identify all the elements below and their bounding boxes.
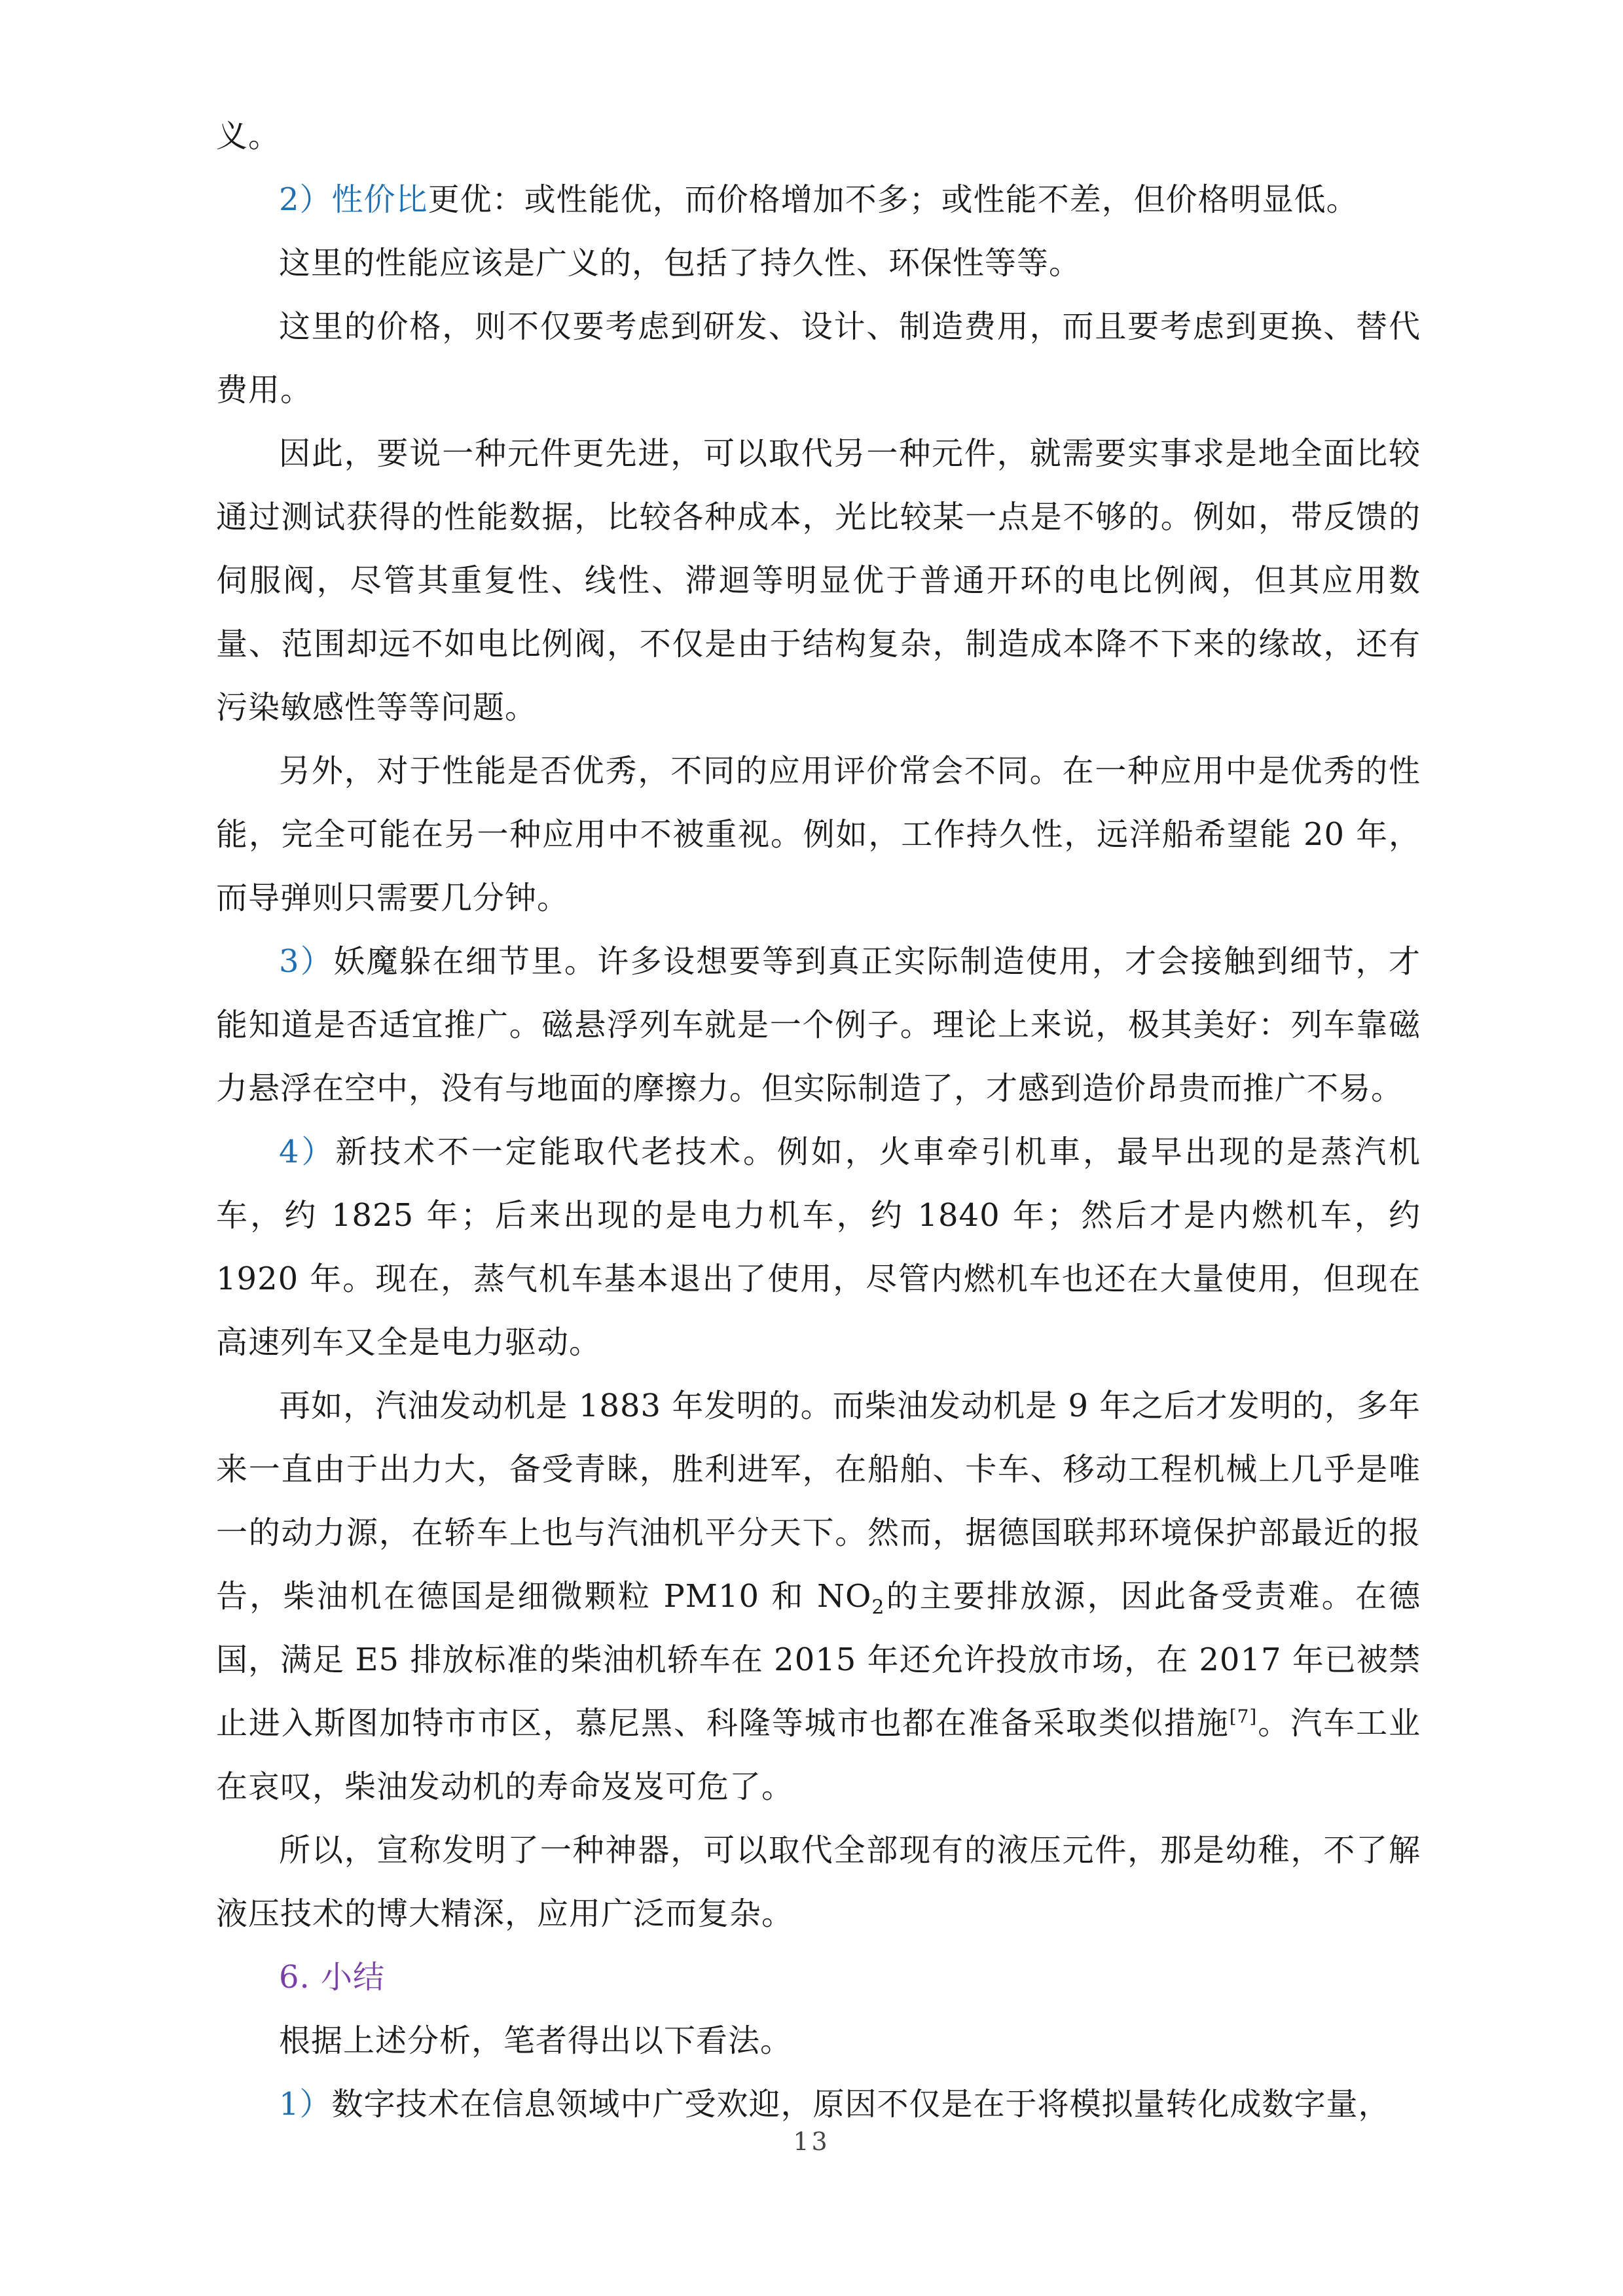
paragraph-continuation: 义。: [216, 118, 281, 154]
paragraph-therefore: 因此，要说一种元件更先进，可以取代另一种元件，就需要实事求是地全面比较通过测试获得的性能数据，比较各种成本，光比较某一点是不够的。例如，带反馈的伺服阀，尽管其重复性、线性、滞迴等明显优于普通开环的电比例阀，但其应用数量、范围却远不如电比例阀，不仅是由于结构复杂，制造成本降不下来的缘故，还有污染敏感性等等问题。: [216, 435, 1421, 726]
paragraph-point-3: [216, 930, 1421, 1121]
paragraph-point-2: [216, 168, 1421, 232]
paragraph-text: 妖魔躲在细节里。许多设想要等到真正实际制造使用，才会接触到细节，才能知道是否适宜推广。磁悬浮列车就是一个例子。理论上来说，极其美好：列车靠磁力悬浮在空中，没有与地面的摩擦力。但实际制造了，才感到造价昂贵而推广不易。: [216, 943, 1421, 1107]
list-number: 3）: [279, 943, 334, 980]
list-number: 2）: [279, 181, 332, 218]
paragraph-engines: 再如，汽油发动机是 1883 年发明的。而柴油发动机是 9 年之后才发明的，多年来一直由于出力大，备受青睐，胜利进军，在船舶、卡车、移动工程机械上几乎是唯一的动力源，在轿车上也与汽油机平分天下。然而，据德国联邦环境保护部最近的报告，柴油机在德国是细微颗粒 PM10 和 $NO_2$的主要排放源，因此备受责难。在德国，满足 E5 排放标准的柴油机轿车在 2015 年还允许投放市场，在 2017 年已被禁止进入斯图加特市市区，慕尼黑、科隆等城市也都在准备采取类似措施[7]。汽车工业在哀叹，柴油发动机的寿命岌岌可危了。: [216, 1388, 1421, 1805]
list-number: 1）: [279, 2086, 332, 2123]
subscript: 2: [871, 1596, 885, 1619]
paragraph-moreover: 另外，对于性能是否优秀，不同的应用评价常会不同。在一种应用中是优秀的性能，完全可能在另一种应用中不被重视。例如，工作持久性，远洋船希望能 20 年，而导弹则只需要几分钟。: [216, 753, 1421, 916]
paragraph-text: 数字技术在信息领域中广受欢迎，原因不仅是在于将模拟量转化成数字量，: [331, 2086, 1391, 2123]
paragraph-price: 这里的价格，则不仅要考虑到研发、设计、制造费用，而且要考虑到更换、替代费用。: [216, 308, 1421, 408]
citation-reference[interactable]: [7]: [1229, 1706, 1258, 1727]
paragraph-point-4: [216, 1121, 1421, 1374]
paragraph-performance: 这里的性能应该是广义的，包括了持久性、环保性等等。: [279, 245, 1082, 281]
page-number: 13: [793, 2127, 830, 2156]
paragraph-summary-intro: 根据上述分析，笔者得出以下看法。: [279, 2022, 793, 2059]
list-number: 4）: [279, 1134, 336, 1170]
highlight-term: 性价比: [331, 181, 428, 218]
body-text: [216, 105, 1421, 2136]
paragraph-conclusion: 所以，宣称发明了一种神器，可以取代全部现有的液压元件，那是幼稚，不了解液压技术的博大精深，应用广泛而复杂。: [216, 1832, 1421, 1932]
paragraph-text: 更优：或性能优，而价格增加不多；或性能不差，但价格明显低。: [428, 181, 1359, 218]
section-heading-summary: 6. 小结: [279, 1959, 386, 1996]
paragraph-text: 新技术不一定能取代老技术。例如，火車牵引机車，最早出现的是蒸汽机车，约 1825 年；后来出现的是电力机车，约 1840 年；然后才是内燃机车，约 1920 年。现在，蒸气机车基本退出了使用，尽管内燃机车也还在大量使用，但现在高速列车又全是电力驱动。: [216, 1134, 1421, 1361]
